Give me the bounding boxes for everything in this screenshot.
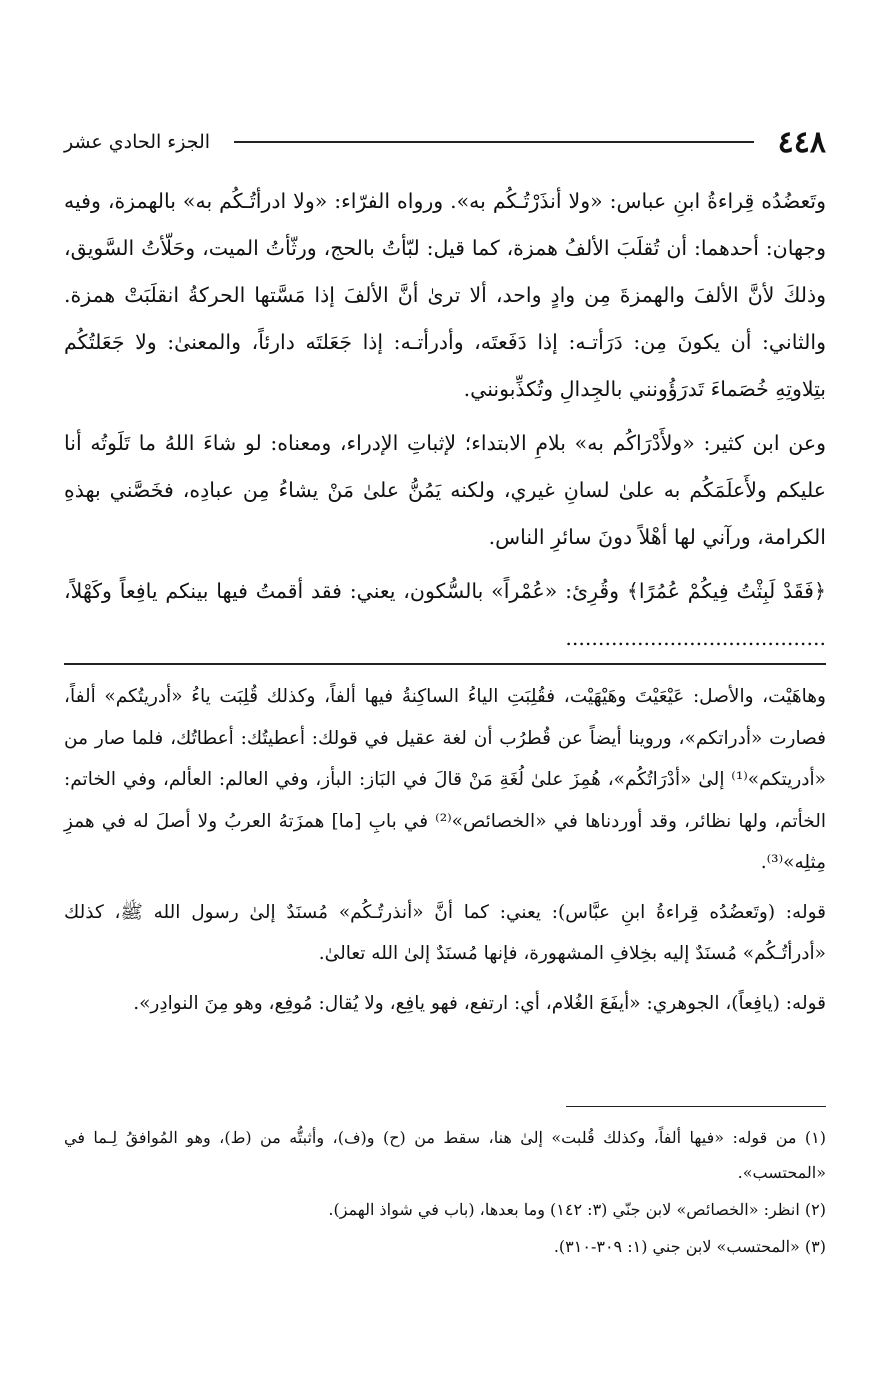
main-text <box>64 178 826 669</box>
commentary-text <box>64 676 826 1032</box>
header-rule <box>234 141 754 143</box>
footnote-rule <box>566 1106 826 1107</box>
main-paragraph-1: وتَعضُدُه قِراءةُ ابنِ عباس: «ولا أنذَرْتُـكُم به». ورواه الفرّاء: «ولا ادرأتُـكُم به» بالهمزة، وفيه وجهان: أحدهما: أن تُقلَبَ الألفُ همزة، كما قيل: لبّأتُ بالحج، ورثّأتُ الميت، وحَلّأتُ السَّويق، وذلكَ لأنَّ الألفَ والهمزةَ مِن وادٍ واحد، ألا ترىٰ أنَّ الألفَ إذا مَسَّتها الحركةُ انقلَبَتْ همزة. والثاني: أن يكونَ مِن: دَرَأتـه: إذا دَفَعتَه، وأدرأتـه: إذا جَعَلتَه دارئاً، والمعنىٰ: ولا جَعَلتُكُم بتِلاوتِهِ خُصَماءَ تَدرَؤُونني بالجِدالِ وتُكذِّبونني. <box>64 189 826 401</box>
footnotes <box>64 1120 826 1266</box>
footnote-1: (١) من قوله: «فيها ألفاً، وكذلك قُلبت» إلىٰ هنا، سقط من (ح) و(ف)، وأثبتُّه من (ط)، وهو المُوافقُ لِـما في «المحتسب». <box>64 1128 826 1182</box>
footnote-2: (٢) انظر: «الخصائص» لابن جنّي (٣: ١٤٢) وما بعدها، (باب في شواذ الهمز). <box>328 1200 826 1219</box>
running-title: الجزء الحادي عشر <box>64 131 211 153</box>
footnote-3: (٣) «المحتسب» لابن جني (١: ٣٠٩-٣١٠). <box>553 1237 826 1256</box>
main-paragraph-3: ﴿فَقَدْ لَبِثْتُ فِيكُمْ عُمُرًا﴾ وقُرِئ: «عُمْراً» بالسُّكون، يعني: فقد أقمتُ فيها بينكم يافِعاً وكَهْلاً، ........................................ <box>64 579 826 650</box>
commentary-paragraph-2: قوله: (وتَعضُدُه قِراءةُ ابنِ عبَّاس): يعني: كما أنَّ «أنذرتُـكُم» مُسنَدٌ إلىٰ رسول الله ﷺ، كذلك «أدرأتُـكُم» مُسنَدٌ إليه بخِلافِ المشهورة، فإنها مُسنَدٌ إلىٰ الله تعالىٰ. <box>64 901 826 964</box>
commentary-paragraph-3: قوله: (يافِعاً)، الجوهري: «أيفَعَ الغُلام، أي: ارتفع، فهو يافِع، ولا يُقال: مُوفِع، وهو مِنَ النوادِر». <box>133 992 826 1014</box>
text-commentary-divider <box>64 663 826 665</box>
main-paragraph-2: وعن ابن كثير: «ولأَدْرَاكُم به» بلامِ الابتداء؛ لإثباتِ الإدراء، ومعناه: لو شاءَ اللهُ ما تَلَوتُه أنا عليكم ولأَعلَمَكُم به علىٰ لسانِ غيري، ولكنه يَمُنُّ علىٰ مَنْ يشاءُ مِن عبادِه، فخَصَّني بهذهِ الكرامة، ورآني لها أهْلاً دونَ سائرِ الناس. <box>64 431 826 549</box>
page-header <box>64 122 826 162</box>
page-number: ٤٤٨ <box>777 124 826 160</box>
commentary-paragraph-1: وهاهَيْت، والأصل: عَيْعَيْتَ وهَيْهَيْت، فقُلِبَتِ الياءُ الساكِنةُ فيها ألفاً، وكذلك قُلِبَت ياءُ «أدريتُكم» ألفاً، فصارت «أدراتكم»، وروينا أيضاً عن قُطرُب أن لغة عقيل في قولك: أعطيتُك: أعطاتُك، فلما صار من «أدريتكم»⁽¹⁾ إلىٰ «أدْرَاتُكُم»، هُمِزَ علىٰ لُغَةِ مَنْ قالَ في البَاز: البأز، وفي العالم: العألم، وفي الخاتم: الخأتم، ولها نظائر، وقد أوردناها في «الخصائص»⁽²⁾ في بابِ [ما] همزَتهُ العربُ ولا أصلَ له في همزِ مِثلِه»⁽³⁾. <box>64 686 826 873</box>
